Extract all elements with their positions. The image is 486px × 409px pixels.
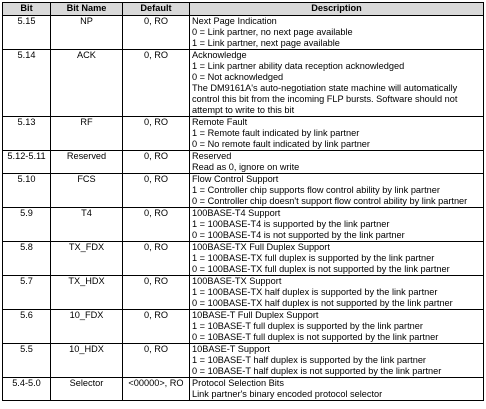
description-line: 1 = 10BASE-T full duplex is supported by the link partner — [192, 321, 423, 331]
table-row — [3, 242, 484, 276]
description-line: Reserved — [192, 151, 232, 161]
description-line: 1 = Link partner, next page available — [192, 38, 340, 48]
description-line: 0 = Link partner, no next page available — [192, 27, 353, 37]
description-line: Remote Fault — [192, 117, 248, 127]
cell-bit-name: NP — [51, 16, 123, 50]
description-line: 0 = 100BASE-TX half duplex is not supported by the link partner — [192, 298, 453, 308]
table-row — [3, 208, 484, 242]
cell-default: 0, RO — [123, 174, 190, 208]
description-line: The DM9161A's auto-negotiation state machine will automatically — [192, 83, 458, 93]
description-line: 0 = 100BASE-TX full duplex is not supported by the link partner — [192, 264, 450, 274]
description-line: 100BASE-TX Support — [192, 276, 282, 286]
cell-default: 0, RO — [123, 208, 190, 242]
description-line: 1 = Controller chip supports flow control ability by link partner — [192, 185, 440, 195]
description-line: 10BASE-T Support — [192, 344, 270, 354]
description-line: 0 = No remote fault indicated by link partner — [192, 139, 370, 149]
header-bit: Bit — [3, 3, 51, 16]
table-row — [3, 50, 484, 117]
table-row — [3, 378, 484, 401]
description-line: 0 = 10BASE-T full duplex is not supported by the link partner — [192, 332, 439, 342]
cell-bit: 5.14 — [3, 50, 51, 117]
description-line: attempt to write to this bit — [192, 105, 295, 115]
description-line: 0 = 100BASE-T4 is not supported by the link partner — [192, 230, 405, 240]
cell-bit: 5.7 — [3, 276, 51, 310]
description-line: 1 = 100BASE-TX half duplex is supported by the link partner — [192, 287, 438, 297]
cell-description — [190, 16, 484, 50]
cell-bit: 5.4-5.0 — [3, 378, 51, 401]
table-row — [3, 151, 484, 174]
table-row — [3, 276, 484, 310]
cell-bit-name: T4 — [51, 208, 123, 242]
description-line: Link partner's binary encoded protocol selector — [192, 389, 383, 399]
cell-bit: 5.6 — [3, 310, 51, 344]
cell-default: 0, RO — [123, 117, 190, 151]
description-line: 1 = Link partner ability data reception acknowledged — [192, 61, 405, 71]
header-default: Default — [123, 3, 190, 16]
table-header-row — [3, 3, 484, 16]
cell-bit-name: 10_FDX — [51, 310, 123, 344]
cell-bit: 5.8 — [3, 242, 51, 276]
table-body — [3, 16, 484, 401]
cell-description — [190, 117, 484, 151]
cell-bit: 5.9 — [3, 208, 51, 242]
header-bit-name: Bit Name — [51, 3, 123, 16]
cell-bit: 5.10 — [3, 174, 51, 208]
cell-bit: 5.5 — [3, 344, 51, 378]
description-line: 0 = Not acknowledged — [192, 72, 284, 82]
cell-description — [190, 276, 484, 310]
cell-bit-name: FCS — [51, 174, 123, 208]
description-line: 1 = 10BASE-T half duplex is supported by the link partner — [192, 355, 426, 365]
cell-default: 0, RO — [123, 16, 190, 50]
cell-default: 0, RO — [123, 50, 190, 117]
description-line: 1 = 100BASE-T4 is supported by the link partner — [192, 219, 390, 229]
table-row — [3, 117, 484, 151]
description-line: Flow Control Support — [192, 174, 279, 184]
header-description: Description — [190, 3, 484, 16]
cell-description — [190, 310, 484, 344]
cell-bit: 5.13 — [3, 117, 51, 151]
cell-bit-name: RF — [51, 117, 123, 151]
cell-description — [190, 50, 484, 117]
cell-description — [190, 151, 484, 174]
description-line: 1 = 100BASE-TX full duplex is supported by the link partner — [192, 253, 435, 263]
cell-default: <00000>, RO — [123, 378, 190, 401]
description-line: Protocol Selection Bits — [192, 378, 284, 388]
description-line: 100BASE-T4 Support — [192, 208, 281, 218]
cell-bit: 5.15 — [3, 16, 51, 50]
cell-default: 0, RO — [123, 242, 190, 276]
table-row — [3, 16, 484, 50]
description-line: 10BASE-T Full Duplex Support — [192, 310, 319, 320]
description-line: 0 = Controller chip doesn't support flow control ability by link partner — [192, 196, 468, 206]
cell-bit-name: TX_FDX — [51, 242, 123, 276]
description-line: Acknowledge — [192, 50, 247, 60]
description-line: 1 = Remote fault indicated by link partner — [192, 128, 360, 138]
cell-default: 0, RO — [123, 310, 190, 344]
cell-bit-name: Selector — [51, 378, 123, 401]
cell-bit-name: Reserved — [51, 151, 123, 174]
cell-default: 0, RO — [123, 344, 190, 378]
register-table — [2, 2, 484, 401]
description-line: Read as 0, ignore on write — [192, 162, 300, 172]
cell-default: 0, RO — [123, 276, 190, 310]
cell-bit-name: 10_HDX — [51, 344, 123, 378]
table-row — [3, 174, 484, 208]
cell-bit: 5.12-5.11 — [3, 151, 51, 174]
table-row — [3, 310, 484, 344]
description-line: Next Page Indication — [192, 16, 277, 26]
cell-bit-name: ACK — [51, 50, 123, 117]
cell-description — [190, 208, 484, 242]
table-row — [3, 344, 484, 378]
cell-default: 0, RO — [123, 151, 190, 174]
cell-description — [190, 242, 484, 276]
cell-description — [190, 174, 484, 208]
cell-description — [190, 378, 484, 401]
description-line: 100BASE-TX Full Duplex Support — [192, 242, 330, 252]
description-line: control this bit from the incoming FLP bursts. Software should not — [192, 94, 458, 104]
description-line: 0 = 10BASE-T half duplex is not supported by the link partner — [192, 366, 442, 376]
cell-description — [190, 344, 484, 378]
cell-bit-name: TX_HDX — [51, 276, 123, 310]
